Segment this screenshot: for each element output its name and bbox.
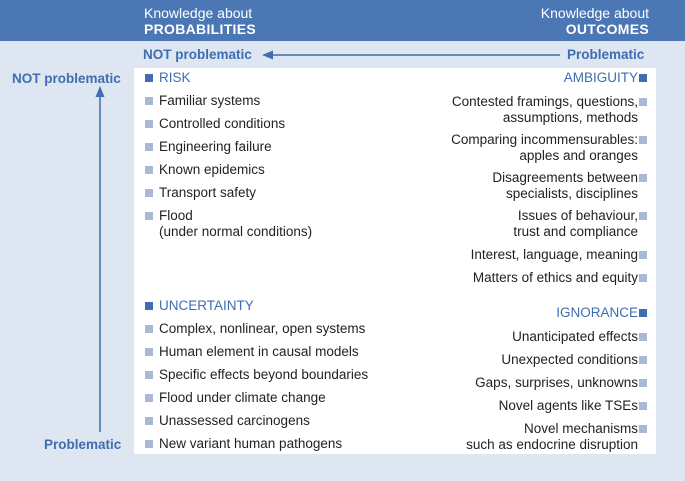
list-bullet	[639, 136, 647, 144]
list-bullet	[639, 356, 647, 364]
v-axis-top-label: NOT problematic	[12, 71, 121, 86]
list-bullet	[145, 189, 153, 197]
list-bullet	[639, 174, 647, 182]
ambiguity-item-continued: specialists, disciplines	[505, 186, 638, 201]
ignorance-bullet	[639, 309, 647, 317]
outcomes-heading-main: OUTCOMES	[565, 21, 649, 37]
uncertainty-item: Human element in causal models	[159, 344, 359, 359]
list-bullet	[145, 143, 153, 151]
risk-item: Transport safety	[159, 185, 257, 200]
risk-item: Engineering failure	[159, 139, 272, 154]
h-axis-left-label: NOT problematic	[143, 47, 252, 62]
ignorance-item: Gaps, surprises, unknowns	[475, 375, 638, 390]
list-bullet	[145, 120, 153, 128]
ambiguity-item-continued: trust and compliance	[513, 224, 638, 239]
risk-item: Familiar systems	[159, 93, 261, 108]
list-bullet	[639, 274, 647, 282]
risk-item: Known epidemics	[159, 162, 265, 177]
uncertainty-bullet	[145, 302, 153, 310]
ignorance-title: IGNORANCE	[556, 305, 638, 320]
ambiguity-item: Comparing incommensurables:	[451, 132, 638, 147]
list-bullet	[145, 371, 153, 379]
list-bullet	[639, 379, 647, 387]
risk-item-continued: (under normal conditions)	[159, 224, 313, 239]
h-axis-right-label: Problematic	[567, 47, 645, 62]
ambiguity-item: Disagreements between	[492, 170, 638, 185]
probabilities-heading-main: PROBABILITIES	[144, 21, 257, 37]
uncertainty-item: Flood under climate change	[159, 390, 326, 405]
list-bullet	[639, 98, 647, 106]
ambiguity-item: Interest, language, meaning	[470, 247, 638, 262]
ambiguity-item: Contested framings, questions,	[451, 94, 638, 109]
uncertainty-item: Unassessed carcinogens	[159, 413, 310, 428]
list-bullet	[639, 251, 647, 259]
uncertainty-item: New variant human pathogens	[159, 436, 343, 451]
ignorance-item: Novel mechanisms	[523, 421, 638, 436]
risk-title: RISK	[159, 70, 191, 85]
ambiguity-item-continued: apples and oranges	[519, 148, 638, 163]
list-bullet	[639, 425, 647, 433]
list-bullet	[145, 166, 153, 174]
ignorance-item: Novel agents like TSEs	[498, 398, 638, 413]
list-bullet	[145, 97, 153, 105]
risk-item: Flood	[159, 208, 193, 223]
ambiguity-item: Matters of ethics and equity	[472, 270, 638, 285]
list-bullet	[639, 212, 647, 220]
list-bullet	[145, 348, 153, 356]
ignorance-item: Unexpected conditions	[501, 352, 638, 367]
list-bullet	[145, 212, 153, 220]
ignorance-item-continued: such as endocrine disruption	[466, 437, 638, 452]
list-bullet	[639, 402, 647, 410]
ambiguity-item: Issues of behaviour,	[517, 208, 638, 223]
uncertainty-item: Complex, nonlinear, open systems	[159, 321, 366, 336]
ambiguity-title: AMBIGUITY	[563, 70, 638, 85]
list-bullet	[145, 440, 153, 448]
ambiguity-item-continued: assumptions, methods	[502, 110, 638, 125]
list-bullet	[145, 325, 153, 333]
risk-bullet	[145, 74, 153, 82]
probabilities-heading-sub: Knowledge about	[144, 5, 253, 21]
list-bullet	[639, 333, 647, 341]
uncertainty-item: Specific effects beyond boundaries	[159, 367, 369, 382]
v-axis-bottom-label: Problematic	[44, 437, 122, 452]
ambiguity-bullet	[639, 74, 647, 82]
list-bullet	[145, 394, 153, 402]
uncertainty-title: UNCERTAINTY	[159, 298, 254, 313]
risk-item: Controlled conditions	[159, 116, 286, 131]
ignorance-item: Unanticipated effects	[512, 329, 638, 344]
outcomes-heading-sub: Knowledge about	[540, 5, 649, 21]
list-bullet	[145, 417, 153, 425]
